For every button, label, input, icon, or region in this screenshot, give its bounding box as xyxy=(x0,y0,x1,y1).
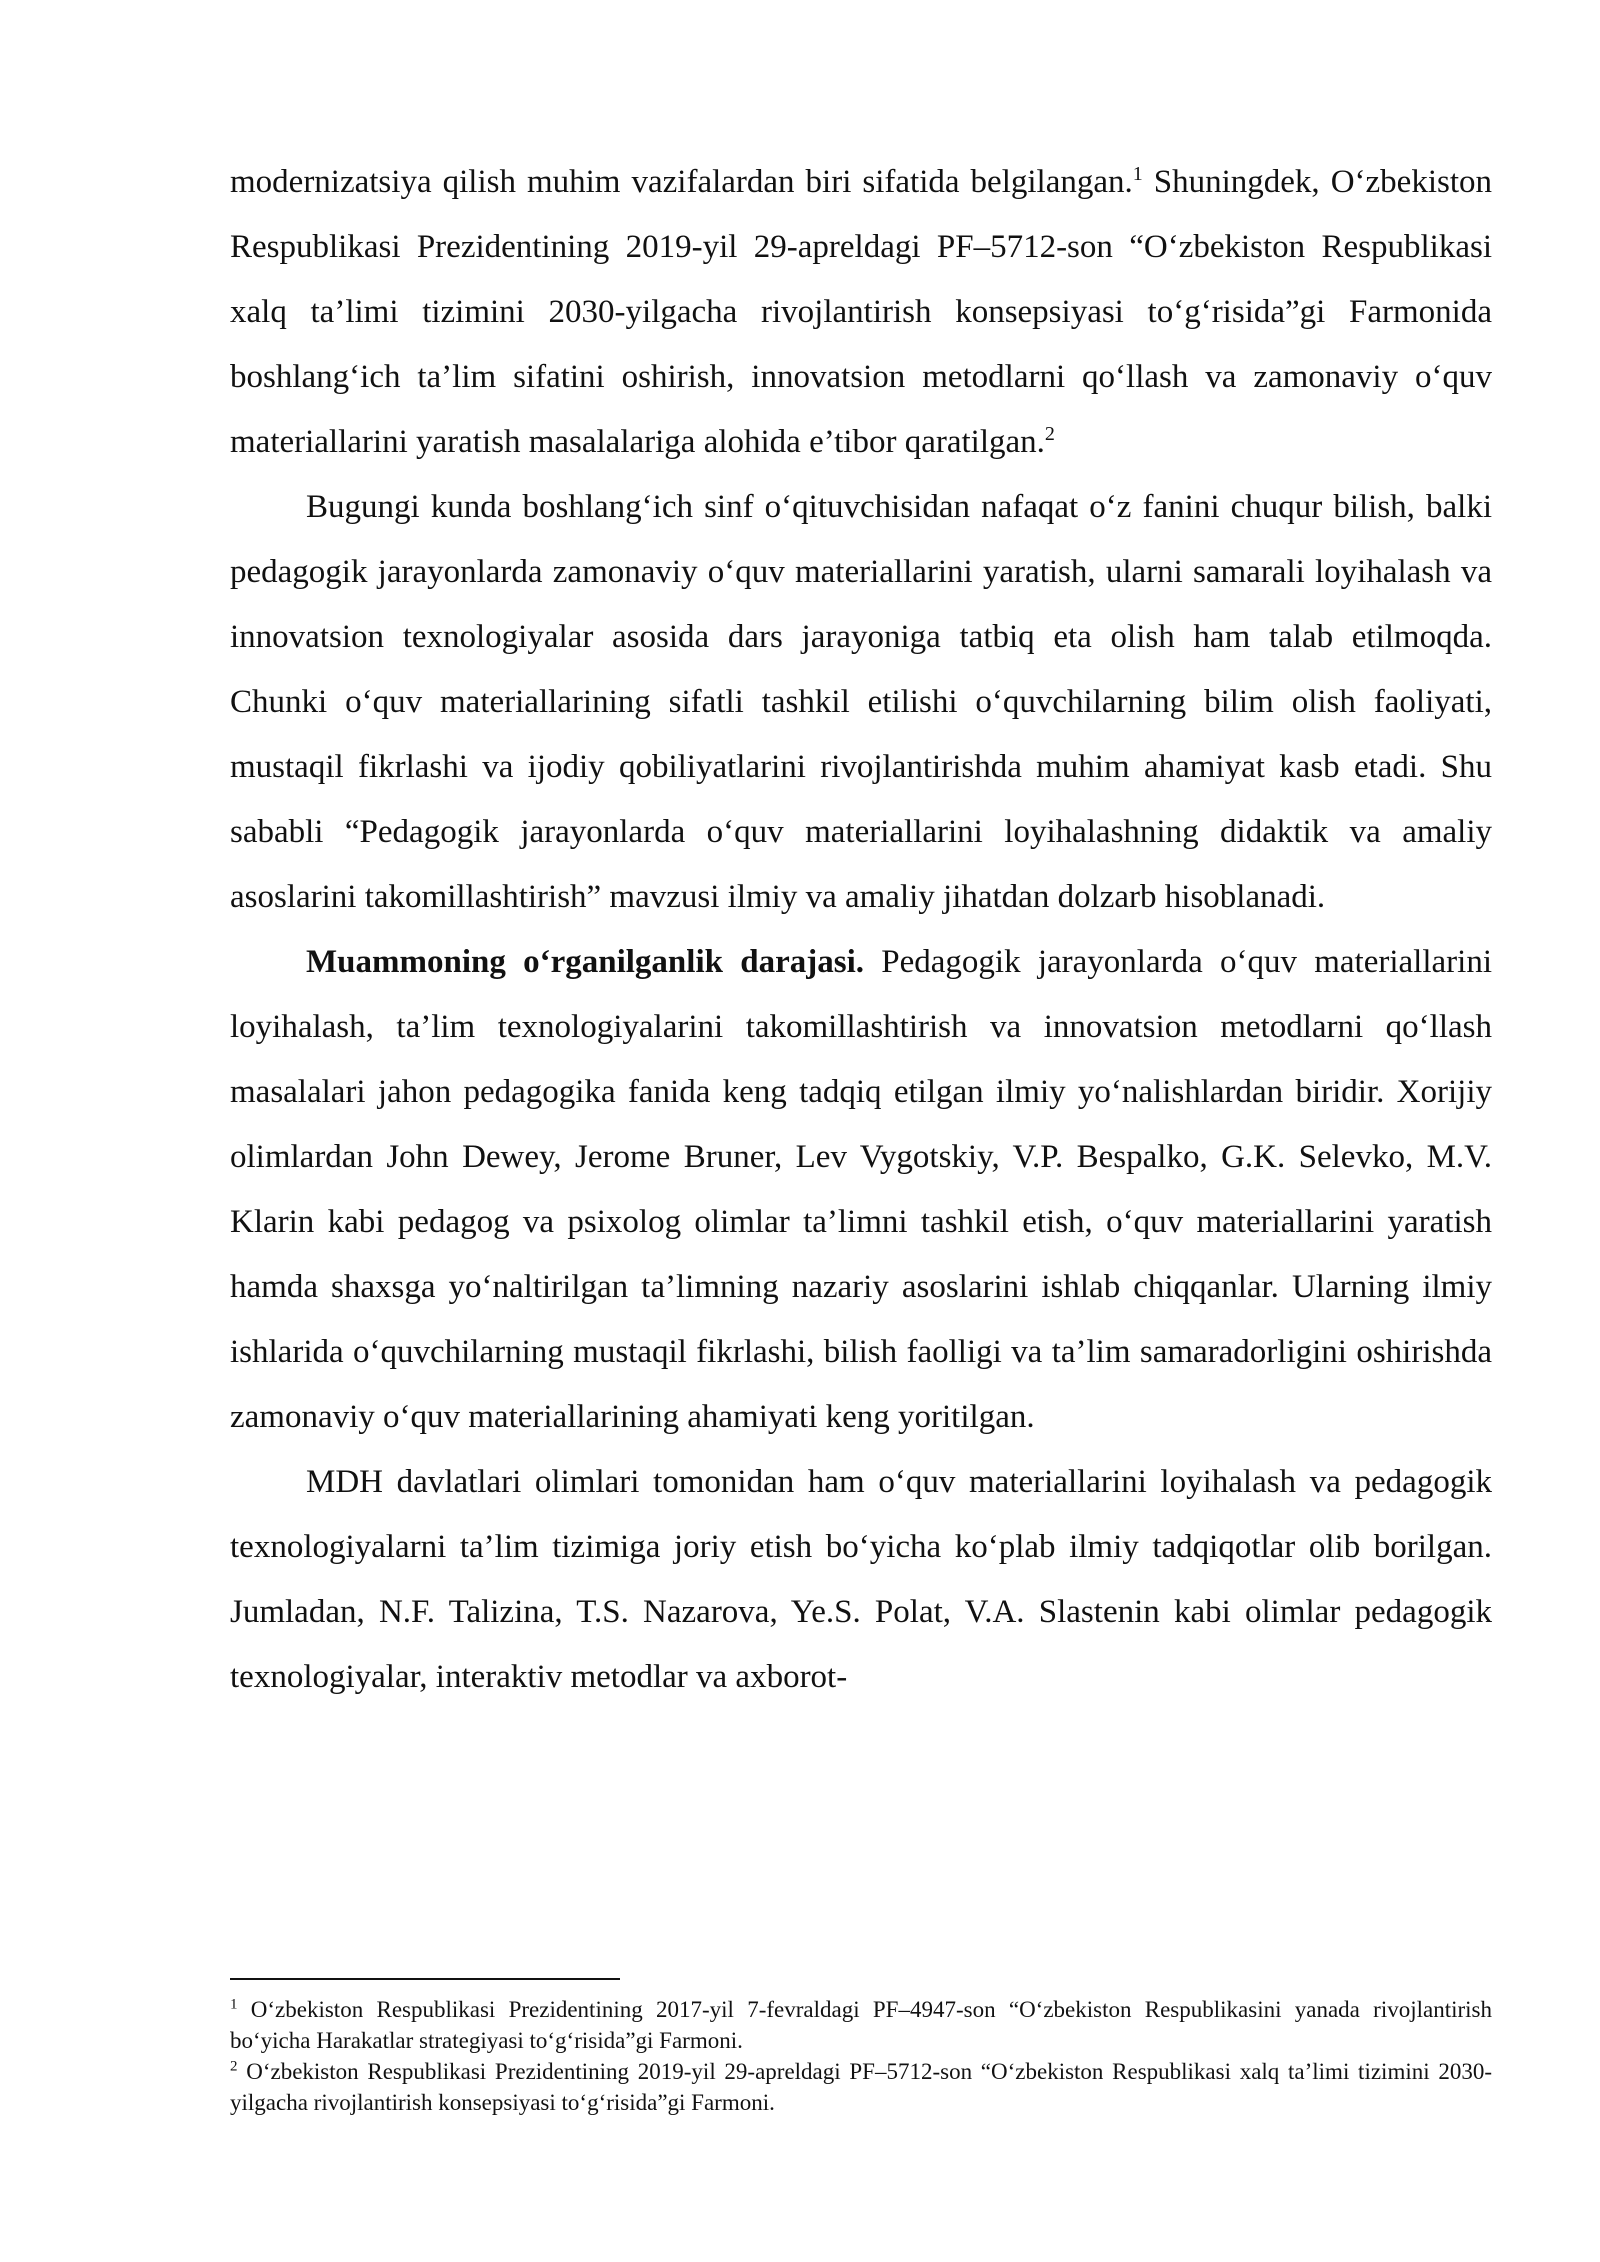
footnote-separator xyxy=(230,1978,620,1980)
paragraph-3-text: Pedagogik jarayonlarda o‘quv materiallarini loyihalash, ta’lim texnologiyalarini takomillashtirish va innovatsion metodlarni qo‘llash masalalari jahon pedagogika fanida keng tadqiq etilgan ilmiy yo‘nalishlardan biridir. Xorijiy olimlardan John Dewey, Jerome Bruner, Lev Vygotskiy, V.P. Bespalko, G.K. Selevko, M.V. Klarin kabi pedagog va psixolog olimlar ta’limni tashkil etish, o‘quv materiallarini yaratish hamda shaxsga yo‘naltirilgan ta’limning nazariy asoslarini ishlab chiqqanlar. Ularning ilmiy ishlarida o‘quvchilarning mustaqil fikrlashi, bilish faolligi va ta’lim samaradorligini oshirishda zamonaviy o‘quv materiallarining ahamiyati keng yoritilgan. xyxy=(230,944,1492,1435)
footnote-1-text: O‘zbekiston Respublikasi Prezidentining 2017-yil 7-fevraldagi PF–4947-son “O‘zbekiston Respublikasini yanada rivojlantirish bo‘yicha Harakatlar strategiyasi to‘g‘risida”gi Farmoni. xyxy=(230,1997,1492,2053)
paragraph-4: MDH davlatlari olimlari tomonidan ham o‘quv materiallarini loyihalash va pedagogik texnologiyalarni ta’lim tizimiga joriy etish bo‘yicha ko‘plab ilmiy tadqiqotlar olib borilgan. Jumladan, N.F. Talizina, T.S. Nazarova, Ye.S. Polat, V.A. Slastenin kabi olimlar pedagogik texnologiyalar, interaktiv metodlar va axborot- xyxy=(230,1464,1492,1695)
footnote-1 xyxy=(230,1994,1492,2056)
paragraph-1-text-continued: Shuningdek, O‘zbekiston Respublikasi Prezidentining 2019-yil 29-apreldagi PF–5712-son “O‘zbekiston Respublikasi xalq ta’limi tizimini 2030-yilgacha rivojlantirish konsepsiyasi to‘g‘risida”gi Farmonida boshlang‘ich ta’lim sifatini oshirish, innovatsion metodlarni qo‘llash va zamonaviy o‘quv materiallarini yaratish masalalariga alohida e’tibor qaratilgan. xyxy=(230,164,1492,460)
paragraph-3 xyxy=(230,930,1492,1450)
footnote-mark-1: 1 xyxy=(230,1996,238,2013)
footnote-ref-1[interactable]: 1 xyxy=(1132,163,1143,185)
footnote-2 xyxy=(230,2056,1492,2118)
footnote-ref-2[interactable]: 2 xyxy=(1044,423,1055,445)
paragraph-1-text: modernizatsiya qilish muhim vazifalardan biri sifatida belgilangan. xyxy=(230,164,1133,200)
paragraph-1 xyxy=(230,150,1492,475)
footnotes xyxy=(230,1994,1492,2118)
paragraph-2: Bugungi kunda boshlang‘ich sinf o‘qituvchisidan nafaqat o‘z fanini chuqur bilish, balki pedagogik jarayonlarda zamonaviy o‘quv materiallarini yaratish, ularni samarali loyihalash va innovatsion texnologiyalar asosida dars jarayoniga tatbiq eta olish ham talab etilmoqda. Chunki o‘quv materiallarining sifatli tashkil etilishi o‘quvchilarning bilim olish faoliyati, mustaqil fikrlashi va ijodiy qobiliyatlarini rivojlantirishda muhim ahamiyat kasb etadi. Shu sababli “Pedagogik jarayonlarda o‘quv materiallarini loyihalashning didaktik va amaliy asoslarini takomillashtirish” mavzusi ilmiy va amaliy jihatdan dolzarb hisoblanadi. xyxy=(230,489,1492,915)
footnote-2-text: O‘zbekiston Respublikasi Prezidentining 2019-yil 29-apreldagi PF–5712-son “O‘zbekiston Respublikasi xalq ta’limi tizimini 2030-yilgacha rivojlantirish konsepsiyasi to‘g‘risida”gi Farmoni. xyxy=(230,2059,1492,2115)
footnote-mark-2: 2 xyxy=(230,2058,238,2075)
section-heading-inline: Muammoning o‘rganilganlik darajasi. xyxy=(306,944,864,980)
document-body xyxy=(230,150,1492,1710)
